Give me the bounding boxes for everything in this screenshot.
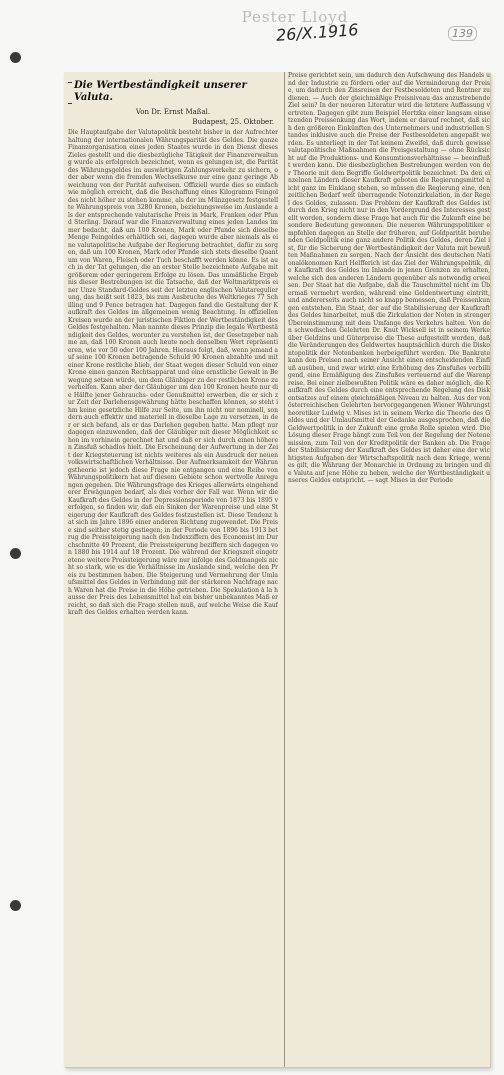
article-column-left xyxy=(68,72,278,1067)
article-dateline: Budapest, 25. Oktober. xyxy=(192,118,274,126)
punch-hole xyxy=(10,548,21,559)
punch-hole xyxy=(10,900,21,911)
article-headline: Die Wertbeständigkeit unserer Valuta. xyxy=(74,80,247,103)
article-byline: Von Dr. Ernst Maßal. xyxy=(135,108,211,116)
article-body-right: Preise gerichtet sein, um dadurch den Aufschwung des Handels und der Industrie zu fördern oder auf die Verminderung der Preise, um dadurch den Zinsreisen der Festbesoldeten und Rentner zu dienen. — Auch der gleichmäßige Preisniveau das anzustrebende Ziel sein? In der neueren Literatur wird die letztere Auffassung vertreten. Dagegen gibt zum Beispiel Hertzka einer langsam einsetzenden Preissenkung das Wort, indem er darauf rechnet, daß sich den größeren Einkünften des Unternehmers und industriellen Standes inklusive auch die Preise der Festbesoldeten angepaßt werden. Es unterliegt in der Tat keinem Zweifel, daß durch gewisse valutapolitische Maßnahmen die Preisgestaltung — ohne Rücksicht auf die Produktions- und Konsumtionsverhältnisse — beeinflußt werden kann. Die diesbezüglichen Bestrebungen werden von der Theorie mit dem Begriffe Geldwertpolitik bezeichnet. Da den einzelnen Ländern dieser Kaufkraft geboten die Regierungsmittel nicht ganz im Einklang stehen, so müssen die Regierung eine, den zeitlichen Bedarf weit überragende Notenzirkulation, in der Regel des Goldes, zulassen. Das Problem der Kaufkraft des Geldes ist durch den Krieg nicht nur in den Vordergrund des Interesses gestellt worden, sondern diese Frage hat auch für die Zukunft eine besondere Bedeutung gewonnen. Die neueren Währungspolitiker empfehlen dagegen an Stelle der früheren, auf Goldparität beruhenden Geldpolitik eine ganz andere Politik des Geldes, deren Ziel ist, für die Sicherung der Wertbeständigkeit der Valuta mit bewußten Maßnahmen zu sorgen. Nach der Ansicht des deutschen Nationalökonomen Karl Helfferich ist das Ziel der Währungspolitik, die Kaufkraft des Geldes im Inlande in jenen Grenzen zu erhalten, welche sich den anderen Ländern gegenüber als notwendig erweisen. Der Staat hat die Aufgabe, daß die Tauschmittel nicht im Übermaß vermehrt werden, während eine Geldentwertung eintritt, und andererseits auch nicht so knapp bemessen, daß Preissenkungen entstehen. Ein Staat, der auf die Stabilisierung der Kaufkraft des Geldes hinarbeitet, muß die Zirkulation der Noten in strenger Übereinstimmung mit dem Umfange des Verkehrs halten. Von den schwedischen Gelehrten Dr. Knut Wicksell ist in seinem Werke über Geldzins und Güterpreise die These aufgestellt worden, daß die Veränderungen des Geldwertes hauptsächlich durch die Diskontopolitik der Notenbanken herbeigeführt werden. Die Bankrate kann den Preisen nach seiner Ansicht einen entscheidenden Einfluß ausüben, und zwar wirkt eine Erhöhung des Zinsfußes verbilligend, eine Ermäßigung des Zinsfußes verteuernd auf die Warenpreise. Bei einer zielbewußten Politik wäre es daher möglich, die Kaufkraft des Geldes durch eine entsprechende Regelung des Diskontsatzes auf einem gleichmäßigen Niveau zu halten. Aus der von österreichischen Gelehrten hervorgegangenen Wiener Währungstheoretiker Ludwig v. Mises ist in seinem Werke die Theorie des Geldes und der Umlaufsmittel der Gedanke ausgesprochen, daß die Geldwertpolitik in der Zukunft eine große Rolle spielen wird. Die Lösung dieser Frage hängt zum Teil von der Regelung der Notenemission, zum Teil von der Kreditpolitik der Banken ab. Die Frage der Stabilisierung der Kaufkraft des Geldes ist daher eine der wichtigsten Aufgaben der Wirtschaftspolitik nach dem Kriege, wenn es gilt, die Währung der Monarchie in Ordnung zu bringen und die Valuta auf jene Höhe zu heben, welche der Wertbeständigkeit unseres Geldes entspricht. — sagt Mises in der Periode xyxy=(288,72,490,484)
page-mark: 139 xyxy=(448,26,477,41)
newspaper-clipping xyxy=(64,72,490,1067)
newspaper-masthead: Pester Lloyd xyxy=(241,8,349,26)
article-column-right xyxy=(284,72,490,1067)
handwritten-date: 26/X.1916 xyxy=(275,20,360,45)
punch-hole xyxy=(10,52,21,63)
article-body-left: Die Hauptaufgabe der Valutapolitik besteht bisher in der Aufrechterhaltung der internationalen Währungsparität des Geldes. Die ganze Finanzorganisation eines jeden Staates wurde in den Dienst dieses Zieles gestellt und die diesbezügliche Tätigkeit der Finanzverwaltung wurde als erfolgreich bezeichnet, wenn es gelungen ist, die Parität des Währungsgeldes im auswärtigen Zahlungsverkehr zu sichern, oder aber wenn die fremden Wechselkurse nur eine ganz geringe Abweichung von der Parität aufweisen. Offiziell wurde dies so einfach wie möglich erreicht, daß die Beschaffung eines Kilogramm Feingoldes nicht höher zu stehen komme, als der im Münzgesetz festgestellte Währungspreis von 3280 Kronen, beziehungsweise im Auslande als der entsprechende valutarische Preis in Mark, Franken oder Pfund Sterling. Darauf war die Finanzverwaltung eines jeden Landes immer bedacht, daß um 100 Kronen, Mark oder Pfunde sich dieselbe Menge Feingoldes erhältlich sei, dagegen wurde aber niemals als eine valutapolitische Aufgabe der Regierung betrachtet, dafür zu sorgen, daß um 100 Kronen, Mark oder Pfunde sich stets dieselbe Quantum von Waren, Fleisch oder Tuch beschafft werden könne. Es ist auch in der Tat gelungen, die an erster Stelle bezeichnete Aufgabe mit größerem oder geringerem Erfolge zu lösen. Das unmäßliche Ergebnis dieser Bestrebungen ist die Tatsache, daß der Weltmarktpreis einer Unze Standard-Goldes seit der letzten englischen Valutaregulierung, das heißt seit 1823, bis zum Ausbruche des Weltkrieges 77 Schilling und 9 Pence betragen hat. Dagegen fand die Gestaltung der Kaufkraft des Geldes im allgemeinen wenig Beachtung. In offiziellen Kreisen wurde an der juristischen Fiktion der Wertbeständigkeit des Geldes festgehalten. Man nannte dieses Prinzip die legale Wertbeständigkeit des Geldes, worunter zu verstehen ist, der Gesetzgeber nahme an, daß 100 Kronen auch heute noch denselben Wert repräsentieren, wie vor 50 oder 100 Jahren. Hieraus folgt, daß, wenn jemand auf seine 100 Kronen betragende Schuld 90 Kronen abzahlte und mit einer Krone restliche blieb, der Staat wegen dieser Schuld von einer Krone einen ganzen Rechtsapparat und eine ernstliche Gewalt in Bewegung setzen würde, um dem Gläubiger zu der restlichen Krone zu verhelfen. Kann aber der Gläubiger um den 100 Kronen heute nur die Hälfte jener Gebrauchs- oder Genußmittel erwerben, die er sich zur Zeit der Darlehensgewährung hätte beschaffen können, so steht ihm keine gesetzliche Hilfe zur Seite, um ihn nicht nur nominell, sondern auch effektiv und materiell in dieselbe Lage zu versetzen, in der er sich befand, als er das Darlehen gegeben hatte. Man pflegt nur dagegen einzuwenden, daß der Gläubiger mit dieser Möglichkeit schon im vorhinein gerechnet hat und daß er sich durch einen höheren Zinsfuß schadlos hielt. Die Erscheinung der Aufwertung in der Zeit der Kriegsteuerung ist nichts weiteres als ein Ausdruck der neuen volkswirtschaftlichen Verhältnisse. Der Aufmerksamkeit der Währungstheorie ist jedoch diese Frage nie entgangen und eine Reihe von Währungspolitikern hat auf diesem Gebiete schon wertvolle Anregungen gegeben. Die Währungsfrage des Krieges allerwärts eingehenderer Erwägungen bedarf, als dies vorher der Fall war. Wenn wir die Kaufkraft des Geldes in der Depressionsperiode von 1873 bis 1895 verfolgen, so finden wir, daß ein Sinken der Warenpreise und eine Steigerung der Kaufkraft des Geldes festzustellen ist. Diese Tendenz hat sich im Jahre 1896 einer anderen Richtung zugewendet. Die Preise sind seither stetig gestiegen; in der Periode von 1896 bis 1913 betrug die Preissteigerung nach den Indexziffern des Economist im Durchschnitte 49 Prozent, die Preissteigerung beziffern sich dagegen von 1880 bis 1914 auf 18 Prozent. Die während der Kriegszeit eingetretene weitere Preissteigerung wäre nur infolge des Goldmangels nicht so stark, wie es die Verhältnisse im Auslande sind, welche den Preis zu bestimmen haben. Die Steigerung und Vermehrung der Umlaufsmittel des Geldes in Verbindung mit der stärkeren Nachfrage nach Waren hat die Preise in die Höhe getrieben. Die Spekulation à la hausse der Preis des Lebensmittel hat ein bisher unbekanntes Maß erreicht, so daß sich die Frage stellen muß, auf welche Weise die Kaufkraft des Geldes erhalten werden kann. xyxy=(68,129,278,616)
headline-bracket xyxy=(68,82,72,104)
